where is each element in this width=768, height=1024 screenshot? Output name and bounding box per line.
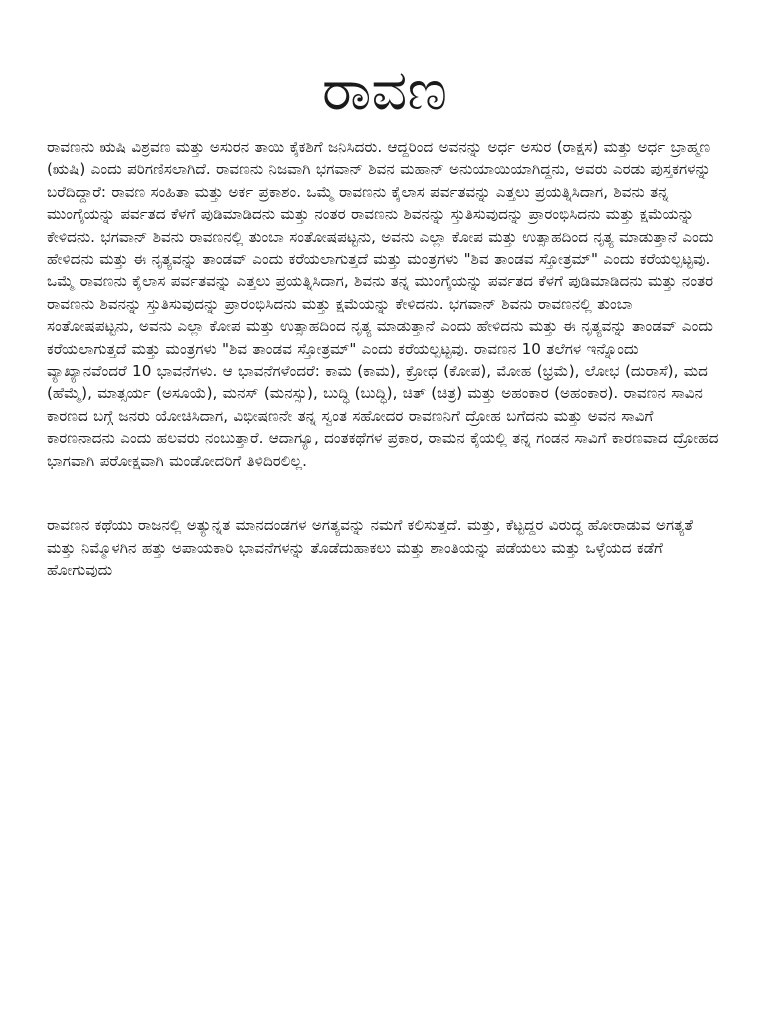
document-title: ರಾವಣ [321, 58, 448, 123]
body-paragraph-2: ರಾವಣನ ಕಥೆಯು ರಾಜನಲ್ಲಿ ಅತ್ಯುನ್ನತ ಮಾನದಂಡಗಳ ಅಗತ್ಯವನ್ನು ನಮಗೆ ಕಲಿಸುತ್ತದೆ. ಮತ್ತು, ಕೆಟ್ಟದ್ದರ ವಿರುದ್ಧ ಹೋರಾಡುವ ಅಗತ್ಯತೆ ಮತ್ತು ನಿಮ್ಮೊಳಗಿನ ಹತ್ತು ಅಪಾಯಕಾರಿ ಭಾವನೆಗಳನ್ನು ತೊಡೆದುಹಾಕಲು ಮತ್ತು ಶಾಂತಿಯನ್ನು ಪಡೆಯಲು ಮತ್ತು ಒಳ್ಳೆಯದ ಕಡೆಗೆ ಹೋಗುವುದು [47, 516, 693, 579]
body-paragraph-1: ರಾವಣನು ಋಷಿ ವಿಶ್ರವಣ ಮತ್ತು ಅಸುರನ ತಾಯಿ ಕೈಕಶಿಗೆ ಜನಿಸಿದರು. ಆದ್ದರಿಂದ ಅವನನ್ನು ಅರ್ಧ ಅಸುರ (ರಾಕ್ಷಸ) ಮತ್ತು ಅರ್ಧ ಬ್ರಾಹ್ಮಣ (ಋಷಿ) ಎಂದು ಪರಿಗಣಿಸಲಾಗಿದೆ. ರಾವಣನು ನಿಜವಾಗಿ ಭಗವಾನ್ ಶಿವನ ಮಹಾನ್ ಅನುಯಾಯಿಯಾಗಿದ್ದನು, ಅವರು ಎರಡು ಪುಸ್ತಕಗಳನ್ನು ಬರೆದಿದ್ದಾರೆ: ರಾವಣ ಸಂಹಿತಾ ಮತ್ತು ಅರ್ಕ ಪ್ರಕಾಶಂ. ಒಮ್ಮೆ ರಾವಣನು ಕೈಲಾಸ ಪರ್ವತವನ್ನು ಎತ್ತಲು ಪ್ರಯತ್ನಿಸಿದಾಗ, ಶಿವನು ತನ್ನ ಮುಂಗೈಯನ್ನು ಪರ್ವತದ ಕೆಳಗೆ ಪುಡಿಮಾಡಿದನು ಮತ್ತು ನಂತರ ರಾವಣನು ಶಿವನನ್ನು ಸ್ತುತಿಸುವುದನ್ನು ಪ್ರಾರಂಭಿಸಿದನು ಮತ್ತು ಕ್ಷಮೆಯನ್ನು ಕೇಳಿದನು. ಭಗವಾನ್ ಶಿವನು ರಾವಣನಲ್ಲಿ ತುಂಬಾ ಸಂತೋಷಪಟ್ಟನು, ಅವನು ಎಲ್ಲಾ ಕೋಪ ಮತ್ತು ಉತ್ಸಾಹದಿಂದ ನೃತ್ಯ ಮಾಡುತ್ತಾನೆ ಎಂದು ಹೇಳಿದನು ಮತ್ತು ಈ ನೃತ್ಯವನ್ನು ತಾಂಡವ್ ಎಂದು ಕರೆಯಲಾಗುತ್ತದೆ ಮತ್ತು ಮಂತ್ರಗಳು "ಶಿವ ತಾಂಡವ ಸ್ತೋತ್ರಮ್" ಎಂದು ಕರೆಯಲ್ಪಟ್ಟವು. ಒಮ್ಮೆ ರಾವಣನು ಕೈಲಾಸ ಪರ್ವತವನ್ನು ಎತ್ತಲು ಪ್ರಯತ್ನಿಸಿದಾಗ, ಶಿವನು ತನ್ನ ಮುಂಗೈಯನ್ನು ಪರ್ವತದ ಕೆಳಗೆ ಪುಡಿಮಾಡಿದನು ಮತ್ತು ನಂತರ ರಾವಣನು ಶಿವನನ್ನು ಸ್ತುತಿಸುವುದನ್ನು ಪ್ರಾರಂಭಿಸಿದನು ಮತ್ತು ಕ್ಷಮೆಯನ್ನು ಕೇಳಿದನು. ಭಗವಾನ್ ಶಿವನು ರಾವಣನಲ್ಲಿ ತುಂಬಾ ಸಂತೋಷಪಟ್ಟನು, ಅವನು ಎಲ್ಲಾ ಕೋಪ ಮತ್ತು ಉತ್ಸಾಹದಿಂದ ನೃತ್ಯ ಮಾಡುತ್ತಾನೆ ಎಂದು ಹೇಳಿದನು ಮತ್ತು ಈ ನೃತ್ಯವನ್ನು ತಾಂಡವ್ ಎಂದು ಕರೆಯಲಾಗುತ್ತದೆ ಮತ್ತು ಮಂತ್ರಗಳು "ಶಿವ ತಾಂಡವ ಸ್ತೋತ್ರಮ್" ಎಂದು ಕರೆಯಲ್ಪಟ್ಟವು. ರಾವಣನ 10 ತಲೆಗಳ ಇನ್ನೊಂದು ವ್ಯಾಖ್ಯಾನವೆಂದರೆ 10 ಭಾವನೆಗಳು. ಆ ಭಾವನೆಗಳೆಂದರೆ: ಕಾಮ (ಕಾಮ), ಕ್ರೋಧ (ಕೋಪ), ಮೋಹ (ಭ್ರಮೆ), ಲೋಭ (ದುರಾಸೆ), ಮದ (ಹೆಮ್ಮೆ), ಮಾತ್ಸರ್ಯ (ಅಸೂಯೆ), ಮನಸ್ (ಮನಸ್ಸು), ಬುದ್ಧಿ (ಬುದ್ಧಿ), ಚಿತ್ (ಚಿತ್ರ) ಮತ್ತು ಅಹಂಕಾರ (ಅಹಂಕಾರ). ರಾವಣನ ಸಾವಿನ ಕಾರಣದ ಬಗ್ಗೆ ಜನರು ಯೋಚಿಸಿದಾಗ, ವಿಭೀಷಣನೇ ತನ್ನ ಸ್ವಂತ ಸಹೋದರ ರಾವಣನಿಗೆ ದ್ರೋಹ ಬಗೆದನು ಮತ್ತು ಅವನ ಸಾವಿಗೆ ಕಾರಣನಾದನು ಎಂದು ಹಲವರು ನಂಬುತ್ತಾರೆ. ಆದಾಗ್ಯೂ, ದಂತಕಥೆಗಳ ಪ್ರಕಾರ, ರಾಮನ ಕೈಯಲ್ಲಿ ತನ್ನ ಗಂಡನ ಸಾವಿಗೆ ಕಾರಣವಾದ ದ್ರೋಹದ ಭಾಗವಾಗಿ ಪರೋಕ್ಷವಾಗಿ ಮಂಡೋದರಿಗೆ ತಿಳಿದಿರಲಿಲ್ಲ. [47, 138, 719, 470]
